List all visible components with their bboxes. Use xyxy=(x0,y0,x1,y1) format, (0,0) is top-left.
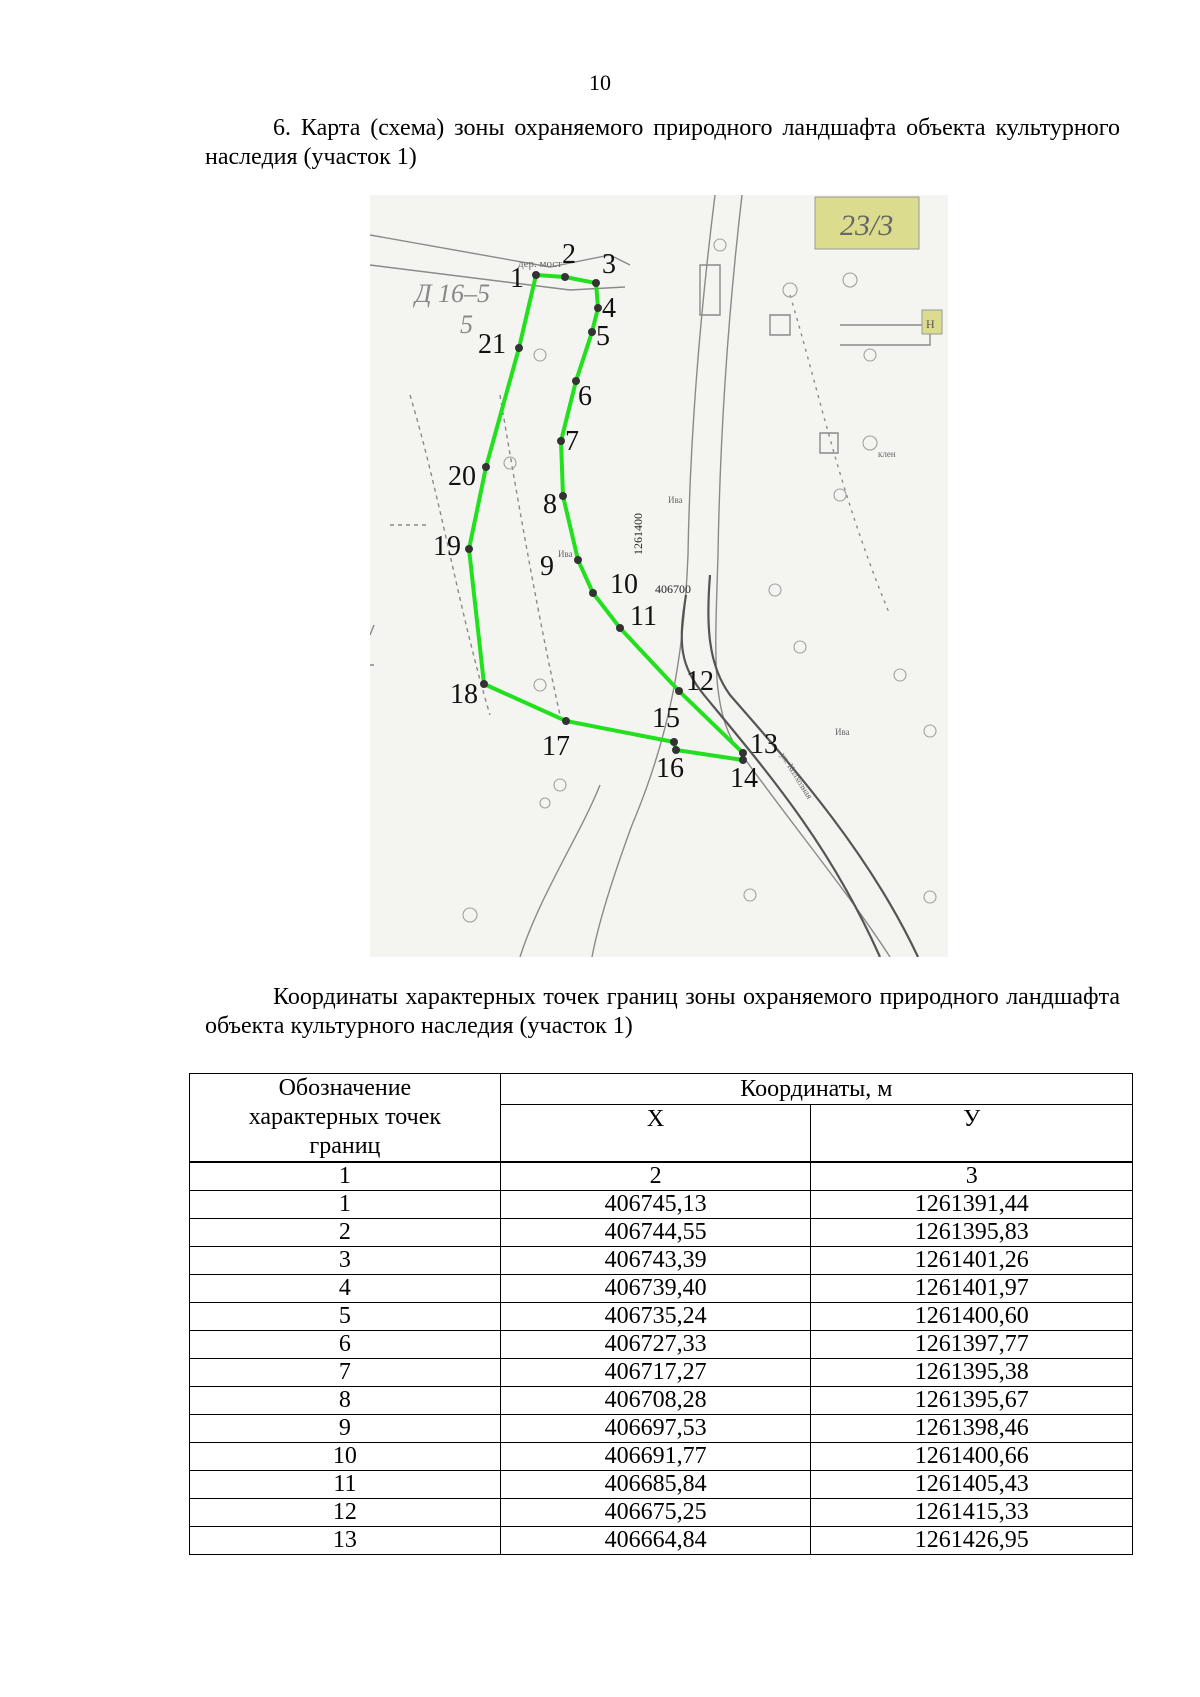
table-row xyxy=(190,1527,1133,1555)
x-coordinate-cell: 406745,13 xyxy=(500,1191,811,1219)
point-label-16: 16 xyxy=(656,753,684,784)
x-coordinate-cell: 406735,24 xyxy=(500,1303,811,1331)
point-number-cell: 2 xyxy=(190,1219,501,1247)
boundary-point-21 xyxy=(515,344,523,352)
y-coordinate-cell: 1261397,77 xyxy=(811,1331,1133,1359)
y-coordinate-cell: 1261391,44 xyxy=(811,1191,1133,1219)
table-row xyxy=(190,1247,1133,1275)
boundary-point-1 xyxy=(532,271,540,279)
y-coordinate-cell: 1261395,38 xyxy=(811,1359,1133,1387)
point-label-20: 20 xyxy=(448,461,476,492)
tree-label-willow-3: Ива xyxy=(835,727,850,737)
table-row xyxy=(190,1471,1133,1499)
point-label-14: 14 xyxy=(730,763,758,794)
x-coordinate-cell: 406708,28 xyxy=(500,1387,811,1415)
point-number-cell: 8 xyxy=(190,1387,501,1415)
point-number-cell: 7 xyxy=(190,1359,501,1387)
table-row xyxy=(190,1303,1133,1331)
table-row xyxy=(190,1219,1133,1247)
table-row xyxy=(190,1387,1133,1415)
point-number-cell: 9 xyxy=(190,1415,501,1443)
table-row xyxy=(190,1499,1133,1527)
boundary-point-20 xyxy=(482,463,490,471)
table-col-number-row xyxy=(190,1162,1133,1191)
point-number-cell: 1 xyxy=(190,1191,501,1219)
header-y: У xyxy=(811,1105,1133,1163)
lot-sub-label: 5 xyxy=(460,310,473,339)
point-number-cell: 5 xyxy=(190,1303,501,1331)
map-linework xyxy=(370,195,930,957)
boundary-point-2 xyxy=(561,273,569,281)
x-coordinate-cell: 406685,84 xyxy=(500,1471,811,1499)
point-number-cell: 10 xyxy=(190,1443,501,1471)
boundary-map xyxy=(370,195,948,957)
boundary-point-3 xyxy=(592,279,600,287)
page-number: 10 xyxy=(589,70,611,95)
boundary-point-4 xyxy=(594,304,602,312)
point-label-10: 10 xyxy=(610,569,638,600)
boundary-point-10 xyxy=(589,589,597,597)
point-number-cell: 11 xyxy=(190,1471,501,1499)
point-label-8: 8 xyxy=(543,489,557,520)
col-number-1: 1 xyxy=(190,1162,501,1191)
tree-label-willow-2: Ива xyxy=(668,495,683,505)
x-coordinate-cell: 406717,27 xyxy=(500,1359,811,1387)
header-coordinates: Координаты, м xyxy=(500,1074,1132,1105)
bridge-label: дер. мост xyxy=(518,258,562,270)
boundary-point-16 xyxy=(670,738,678,746)
table-row xyxy=(190,1275,1133,1303)
y-coordinate-cell: 1261405,43 xyxy=(811,1471,1133,1499)
point-label-12: 12 xyxy=(686,666,714,697)
point-label-1: 1 xyxy=(510,263,524,294)
x-coordinate-cell: 406739,40 xyxy=(500,1275,811,1303)
boundary-point-8 xyxy=(559,492,567,500)
point-label-18: 18 xyxy=(450,679,478,710)
table-row xyxy=(190,1415,1133,1443)
point-label-4: 4 xyxy=(602,293,616,324)
boundary-point-12 xyxy=(675,687,683,695)
x-coordinate-cell: 406691,77 xyxy=(500,1443,811,1471)
header-designation: Обозначение характерных точек границ xyxy=(190,1074,501,1163)
point-number-cell: 6 xyxy=(190,1331,501,1359)
street-label: ул. Колхозная xyxy=(778,750,815,801)
table-title: Координаты характерных точек границ зоны охраняемого природного ландшафта объекта культурного наследия (участок 1) xyxy=(205,984,1120,1039)
point-label-13: 13 xyxy=(750,729,778,760)
col-number-2: 2 xyxy=(500,1162,811,1191)
header-x: X xyxy=(500,1105,811,1163)
boundary-point-17 xyxy=(562,717,570,725)
table-row xyxy=(190,1443,1133,1471)
point-number-cell: 3 xyxy=(190,1247,501,1275)
y-coordinate-cell: 1261400,66 xyxy=(811,1443,1133,1471)
col-number-3: 3 xyxy=(811,1162,1133,1191)
point-label-19: 19 xyxy=(433,531,461,562)
boundary-point-13 xyxy=(739,749,747,757)
point-label-15: 15 xyxy=(652,703,680,734)
point-label-11: 11 xyxy=(630,601,657,632)
section-title: 6. Карта (схема) зоны охраняемого природного ландшафта объекта культурного наследия (участок 1) xyxy=(205,115,1120,170)
h-mark-label: Н xyxy=(926,317,935,331)
point-label-6: 6 xyxy=(578,381,592,412)
point-label-2: 2 xyxy=(562,239,576,270)
point-label-17: 17 xyxy=(542,731,570,762)
point-label-5: 5 xyxy=(596,321,610,352)
boundary-point-7 xyxy=(557,437,565,445)
grid-x-label: 406700 xyxy=(655,582,691,596)
x-coordinate-cell: 406744,55 xyxy=(500,1219,811,1247)
lot-label: Д 16–5 xyxy=(415,279,491,308)
point-label-21: 21 xyxy=(478,329,506,360)
y-coordinate-cell: 1261401,97 xyxy=(811,1275,1133,1303)
x-coordinate-cell: 406697,53 xyxy=(500,1415,811,1443)
boundary-points xyxy=(433,239,778,794)
point-label-7: 7 xyxy=(565,426,579,457)
boundary-point-5 xyxy=(588,328,596,336)
table-header-row xyxy=(190,1074,1133,1105)
x-coordinate-cell: 406727,33 xyxy=(500,1331,811,1359)
y-coordinate-cell: 1261395,67 xyxy=(811,1387,1133,1415)
tree-label-willow-1: Ива xyxy=(558,549,573,559)
point-label-9: 9 xyxy=(540,551,554,582)
point-number-cell: 4 xyxy=(190,1275,501,1303)
point-label-3: 3 xyxy=(602,249,616,280)
y-coordinate-cell: 1261415,33 xyxy=(811,1499,1133,1527)
boundary-point-19 xyxy=(465,545,473,553)
building-label: 23/3 xyxy=(840,209,894,242)
boundary-point-9 xyxy=(574,556,582,564)
table-row xyxy=(190,1359,1133,1387)
x-coordinate-cell: 406664,84 xyxy=(500,1527,811,1555)
y-coordinate-cell: 1261395,83 xyxy=(811,1219,1133,1247)
point-number-cell: 13 xyxy=(190,1527,501,1555)
x-coordinate-cell: 406675,25 xyxy=(500,1499,811,1527)
y-coordinate-cell: 1261401,26 xyxy=(811,1247,1133,1275)
tree-label-maple: клен xyxy=(878,449,896,459)
coordinates-table xyxy=(189,1073,1133,1555)
y-coordinate-cell: 1261398,46 xyxy=(811,1415,1133,1443)
y-coordinate-cell: 1261426,95 xyxy=(811,1527,1133,1555)
y-coordinate-cell: 1261400,60 xyxy=(811,1303,1133,1331)
point-number-cell: 12 xyxy=(190,1499,501,1527)
grid-y-label: 1261400 xyxy=(631,513,645,555)
boundary-point-18 xyxy=(480,680,488,688)
table-row xyxy=(190,1331,1133,1359)
x-coordinate-cell: 406743,39 xyxy=(500,1247,811,1275)
boundary-point-11 xyxy=(616,624,624,632)
table-row xyxy=(190,1191,1133,1219)
